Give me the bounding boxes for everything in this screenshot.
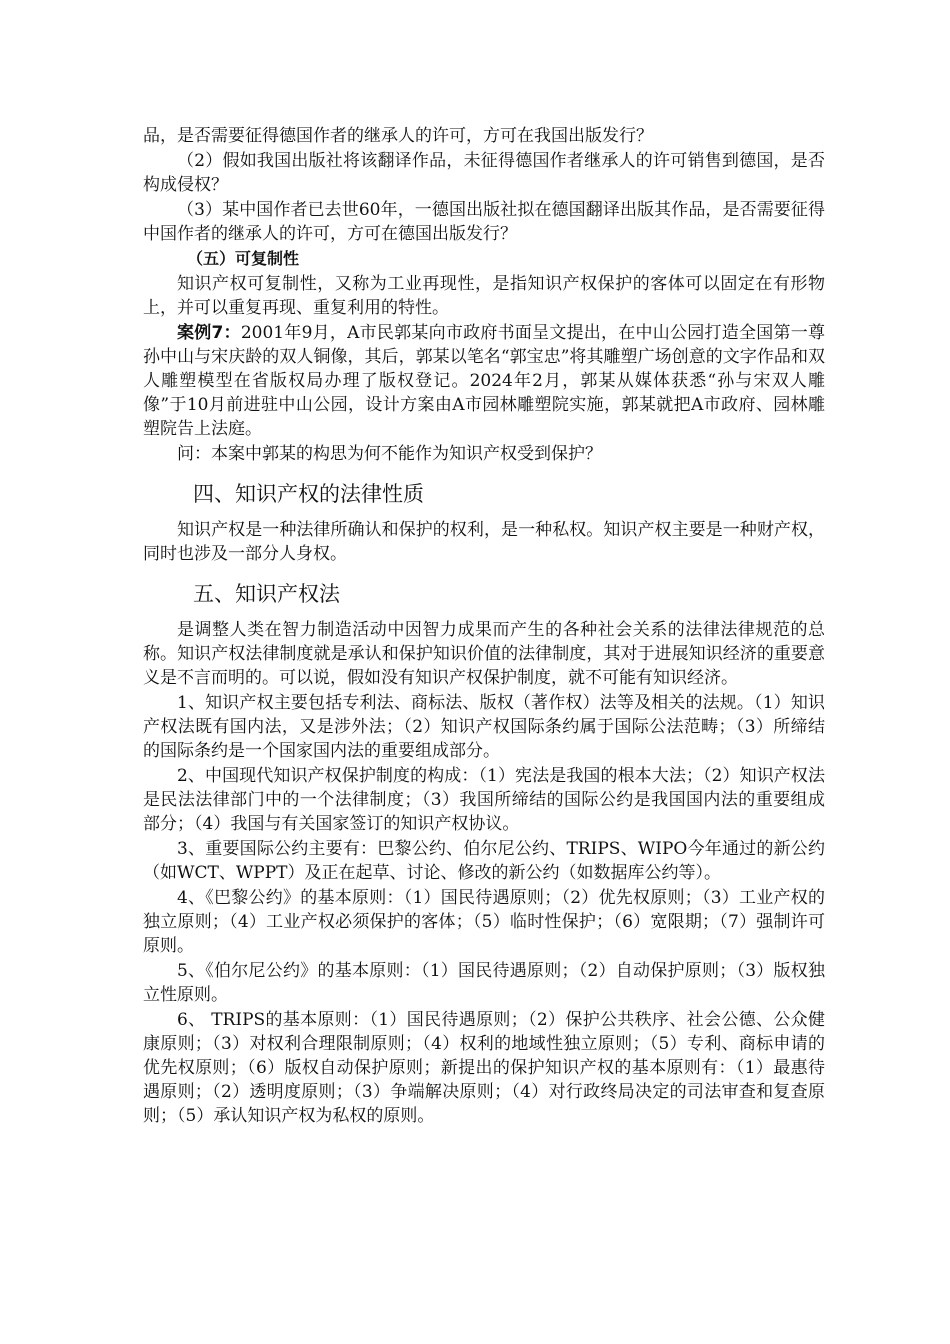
section-5-item-5: 5、《伯尔尼公约》的基本原则：（1）国民待遇原则；（2）自动保护原则；（3）版权独立性原则。 bbox=[143, 961, 825, 1005]
replicability-definition: 知识产权可复制性，又称为工业再现性，是指知识产权保护的客体可以固定在有形物上，并可以重复再现、重复利用的特性。 bbox=[143, 274, 825, 318]
section-5-item-2: 2、中国现代知识产权保护制度的构成：（1）宪法是我国的根本大法；（2）知识产权法是民法法律部门中的一个法律制度；（3）我国所缔结的国际公约是我国国内法的重要组成部分；（4）我国与有关国家签订的知识产权协议。 bbox=[143, 766, 825, 834]
intro-paragraph-3: （3）某中国作者已去世60年，一德国出版社拟在德国翻译出版其作品，是否需要征得中国作者的继承人的许可，方可在德国出版发行？ bbox=[143, 200, 825, 244]
document-body bbox=[143, 124, 825, 1129]
section-4-title: 四、知识产权的法律性质 bbox=[193, 482, 424, 506]
case-7-text: 2001年9月，A市民郭某向市政府书面呈文提出，在中山公园打造全国第一尊孙中山与宋庆龄的双人铜像，其后，郭某以笔名“郭宝忠”将其雕塑广场创意的文字作品和双人雕塑模型在省版权局办理了版权登记。2024年2月，郭某从媒体获悉“孙与宋双人雕像”于10月前进驻中山公园，设计方案由A市园林雕塑院实施，郭某就把A市政府、园林雕塑院告上法庭。 bbox=[143, 323, 825, 439]
case-7-label: 案例7： bbox=[177, 323, 241, 343]
section-4-text: 知识产权是一种法律所确认和保护的权利，是一种私权。知识产权主要是一种财产权，同时也涉及一部分人身权。 bbox=[143, 520, 825, 564]
section-5-item-6: 6、 TRIPS的基本原则：（1）国民待遇原则；（2）保护公共秩序、社会公德、公众健康原则；（3）对权利合理限制原则；（4）权利的地域性独立原则；（5）专利、商标申请的优先权原则；（6）版权自动保护原则；新提出的保护知识产权的基本原则有：（1）最惠待遇原则；（2）透明度原则；（3）争端解决原则；（4）对行政终局决定的司法审查和复查原则；（5）承认知识产权为私权的原则。 bbox=[143, 1010, 825, 1126]
section-5-item-4: 4、《巴黎公约》的基本原则：（1）国民待遇原则；（2）优先权原则；（3）工业产权的独立原则；（4）工业产权必须保护的客体；（5）临时性保护；（6）宽限期；（7）强制许可原则。 bbox=[143, 888, 825, 956]
intro-paragraph-2: （2）假如我国出版社将该翻译作品，未征得德国作者继承人的许可销售到德国，是否构成侵权？ bbox=[143, 151, 825, 195]
section-5-intro: 是调整人类在智力制造活动中因智力成果而产生的各种社会关系的法律法律规范的总称。知识产权法律制度就是承认和保护知识价值的法律制度，其对于进展知识经济的重要意义是不言而明的。可以说，假如没有知识产权保护制度，就不可能有知识经济。 bbox=[143, 620, 825, 688]
section-5-item-1: 1、知识产权主要包括专利法、商标法、版权（著作权）法等及相关的法规。（1）知识产权法既有国内法，又是涉外法；（2）知识产权国际条约属于国际公法范畴；（3）所缔结的国际条约是一个国家国内法的重要组成部分。 bbox=[143, 693, 825, 761]
intro-paragraph-1: 品，是否需要征得德国作者的继承人的许可，方可在我国出版发行？ bbox=[143, 126, 653, 146]
case-7-paragraph bbox=[143, 321, 825, 441]
section-5-title: 五、知识产权法 bbox=[193, 582, 340, 606]
section-5-item-3: 3、重要国际公约主要有：巴黎公约、伯尔尼公约、TRIPS、WIPO今年通过的新公约（如WCT、WPPT）及正在起草、讨论、修改的新公约（如数据库公约等）。 bbox=[143, 839, 825, 883]
replicability-heading: （五）可复制性 bbox=[187, 249, 300, 268]
case-7-question: 问：本案中郭某的构思为何不能作为知识产权受到保护？ bbox=[177, 444, 602, 464]
